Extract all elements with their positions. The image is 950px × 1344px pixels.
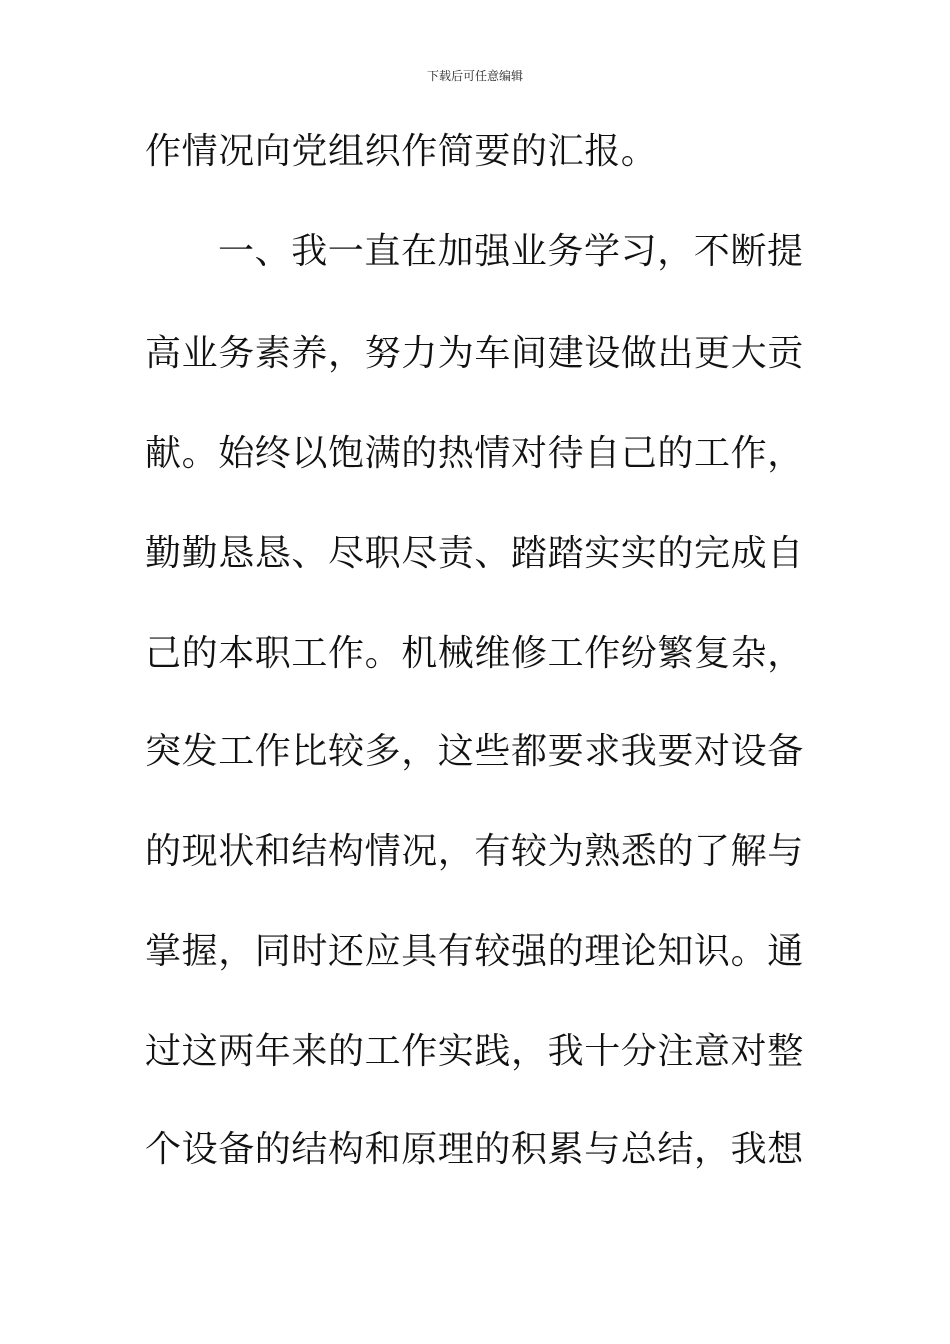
text-line: 突发工作比较多，这些都要求我要对设备 xyxy=(145,731,804,772)
text-line: 过这两年来的工作实践，我十分注意对整 xyxy=(145,1031,804,1072)
paragraph-start-line: 一、我一直在加强业务学习，不断提 xyxy=(218,231,804,272)
text-line: 掌握，同时还应具有较强的理论知识。通 xyxy=(145,931,804,972)
text-line: 个设备的结构和原理的积累与总结，我想 xyxy=(145,1129,804,1170)
text-line: 高业务素养，努力为车间建设做出更大贡 xyxy=(145,333,804,374)
text-line: 献。始终以饱满的热情对待自己的工作， xyxy=(145,433,804,474)
text-line: 己的本职工作。机械维修工作纷繁复杂， xyxy=(145,633,804,674)
text-line: 勤勤恳恳、尽职尽责、踏踏实实的完成自 xyxy=(145,533,804,574)
text-line: 的现状和结构情况，有较为熟悉的了解与 xyxy=(145,831,804,872)
page-header: 下载后可任意编辑 xyxy=(426,69,523,83)
text-line: 作情况向党组织作简要的汇报。 xyxy=(145,131,658,172)
